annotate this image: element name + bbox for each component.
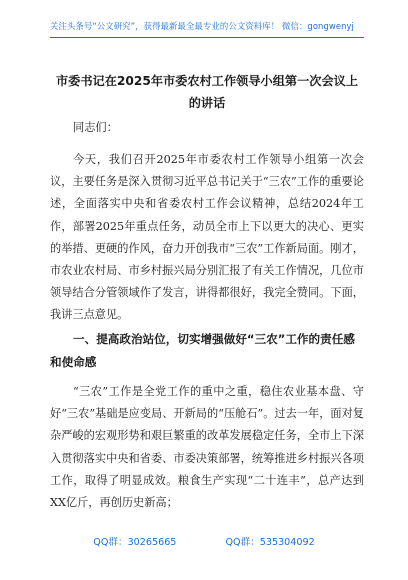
header-advertisement: 关注头条号“公文研究”，获得最新最全最专业的公文资料库！ 微信：gongwenyj xyxy=(50,21,354,31)
document-title: 市委书记在2025年市委农村工作领导小组第一次会议上的讲话 xyxy=(55,74,359,110)
footer-qq-group-1: QQ群：30265665 xyxy=(93,537,177,548)
paragraph-section-1: “三农”工作是全党工作的重中之重，稳住农业基本盘、守好“三农”基础是应变局、开新局的“压舱石”。过去一年，面对复杂严峻的宏观形势和艰巨繁重的改革发展稳定任务，全市上下深入贯彻落实中央和省委、市委决策部署，统筹推进乡村振兴各项工作，取得了明显成效。粮食生产实现“二十连丰”，总产达到XX亿斤，再创历史新高； xyxy=(50,385,364,510)
footer xyxy=(0,534,408,548)
greeting: 同志们： xyxy=(73,121,118,134)
header-divider xyxy=(50,37,364,38)
paragraph-intro: 今天，我们召开2025年市委农村工作领导小组第一次会议，主要任务是深入贯彻习近平总书记关于“三农”工作的重要论述，全面落实中央和省委农村工作会议精神，总结2024年工作，部署2025年重点任务，动员全市上下以更大的决心、更实的举措、更硬的作风，奋力开创我市“三农”工作新局面。刚才，市农业农村局、市乡村振兴局分别汇报了有关工作情况，几位市领导结合分管领域作了发言，讲得都很好，我完全赞同。下面，我讲三点意见。 xyxy=(50,153,364,322)
footer-qq-group-2: QQ群：535304092 xyxy=(225,537,315,548)
section-heading-1: 一、提高政治站位，切实增强做好“三农”工作的责任感和使命感 xyxy=(50,332,355,369)
